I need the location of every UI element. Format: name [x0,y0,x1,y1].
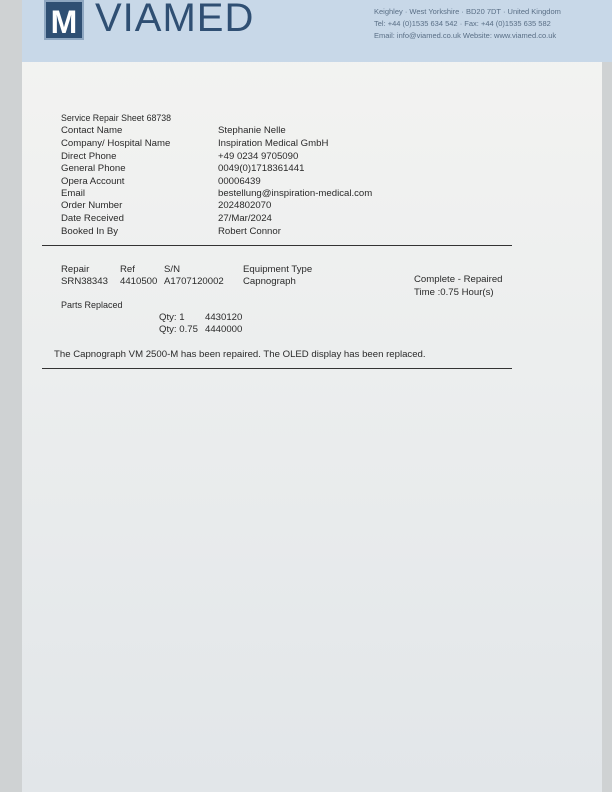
viamed-logo-icon: M [44,0,84,40]
field-value: 00006439 [218,176,261,187]
field-value: Inspiration Medical GmbH [218,138,329,149]
field-label: Direct Phone [61,151,117,162]
part-number: 4430120 [205,312,243,323]
part-qty: Qty: 0.75 [159,324,198,335]
repair-note: The Capnograph VM 2500-M has been repaired. The OLED display has been replaced. [54,349,426,360]
part-number: 4440000 [205,324,243,335]
equipment-type: Capnograph [243,276,296,287]
letterhead-contact [374,6,561,42]
serial-number: A1707120002 [164,276,224,287]
field-value: Robert Connor [218,226,281,237]
field-value: Stephanie Nelle [218,125,286,136]
ref-value: 4410500 [120,276,158,287]
repair-number: SRN38343 [61,276,108,287]
field-label: Email [61,188,85,199]
sheet-title: Service Repair Sheet 68738 [61,113,172,123]
field-label: Company/ Hospital Name [61,138,171,149]
company-name: VIAMED [95,0,255,40]
address-line: Keighley · West Yorkshire · BD20 7DT · United Kingdom [374,7,561,16]
repair-status: Complete - Repaired [414,274,503,285]
parts-label: Parts Replaced [61,300,123,310]
sn-header: S/N [164,264,180,275]
field-label: Opera Account [61,176,125,187]
part-qty: Qty: 1 [159,312,185,323]
field-value: +49 0234 9705090 [218,151,299,162]
field-value: bestellung@inspiration-medical.com [218,188,373,199]
field-label: Booked In By [61,226,119,237]
field-label: Contact Name [61,125,123,136]
repair-header: Repair [61,264,90,275]
equipment-header: Equipment Type [243,264,313,275]
field-value: 27/Mar/2024 [218,213,272,224]
email-line: Email: info@viamed.co.uk Website: www.viamed.co.uk [374,31,557,40]
repair-time: Time :0.75 Hour(s) [414,287,494,298]
divider [42,245,512,246]
divider [42,368,512,369]
field-label: Date Received [61,213,124,224]
field-value: 2024802070 [218,200,272,211]
field-label: General Phone [61,163,126,174]
ref-header: Ref [120,264,135,275]
field-value: 0049(0)1718361441 [218,163,305,174]
phone-line: Tel: +44 (0)1535 634 542 · Fax: +44 (0)1535 635 582 [374,19,551,28]
field-label: Order Number [61,200,123,211]
